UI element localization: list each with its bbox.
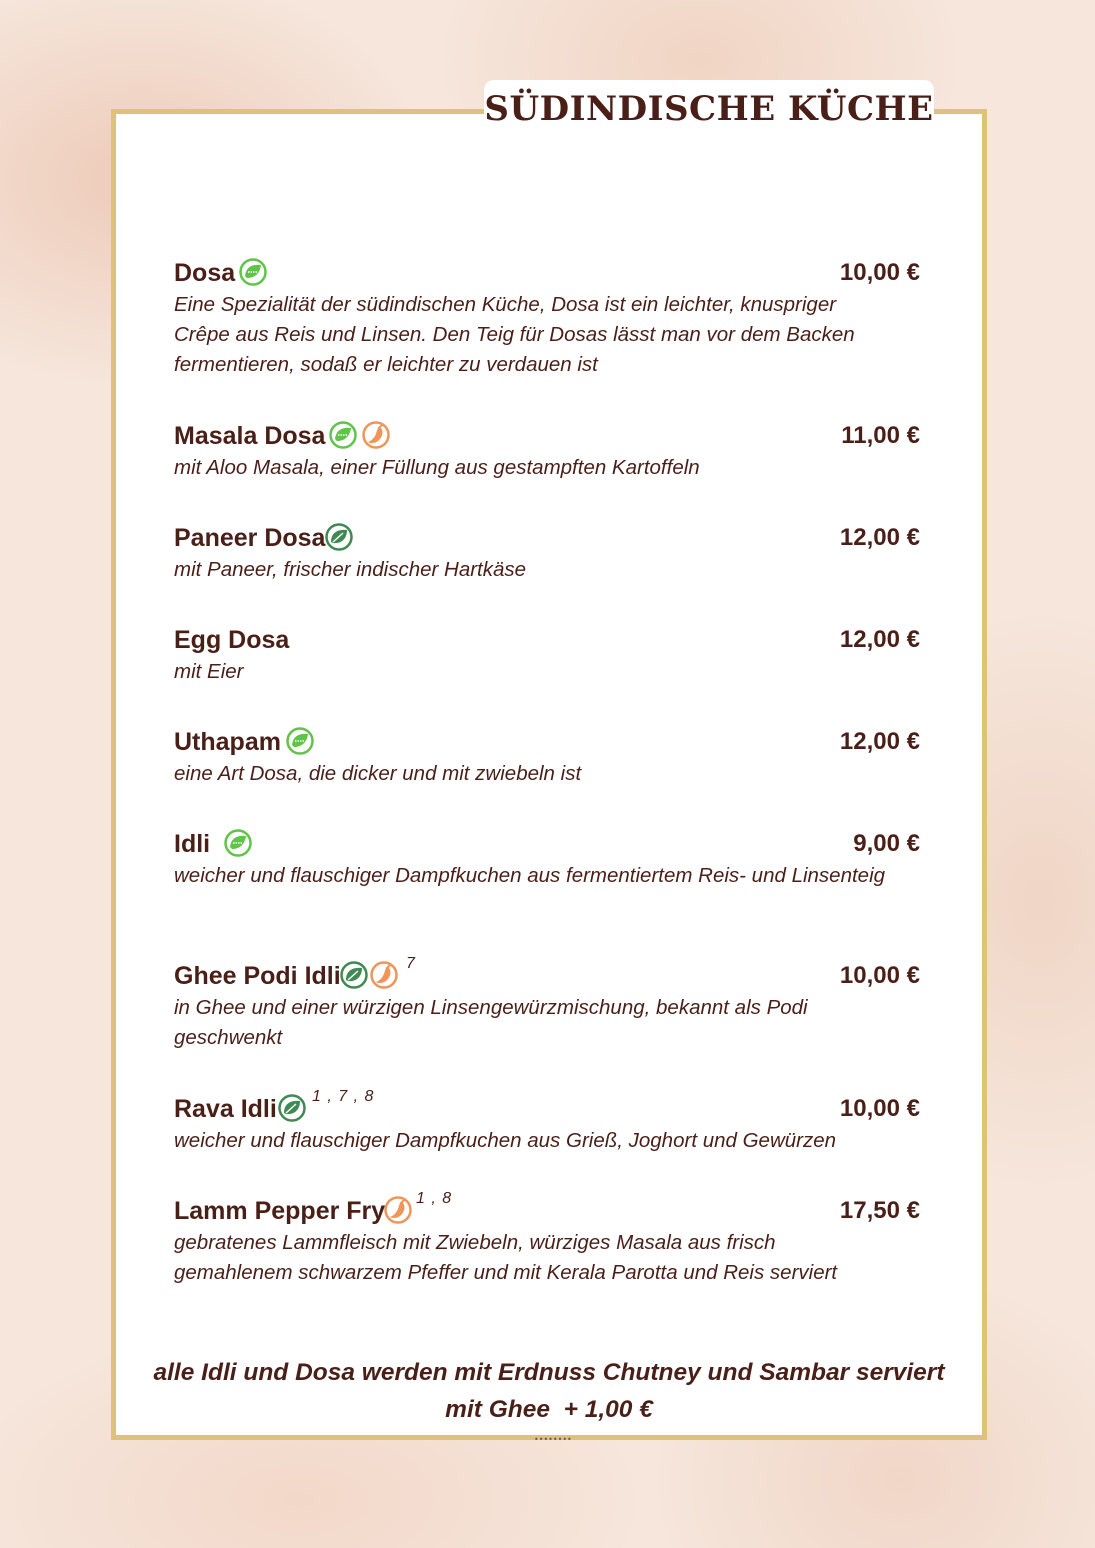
footer-line-2: mit Ghee + 1,00 € — [445, 1396, 653, 1423]
menu-item — [174, 1190, 920, 1288]
spicy-icon — [370, 961, 398, 989]
item-name: Egg Dosa — [174, 626, 290, 654]
item-name: Uthapam — [174, 728, 281, 756]
menu-item — [174, 727, 920, 789]
vegan-icon — [224, 829, 252, 857]
item-price: 10,00 € — [839, 1095, 920, 1122]
allergen-codes: 7 — [406, 955, 416, 972]
spicy-icon — [384, 1196, 412, 1224]
vegan-icon — [329, 421, 357, 449]
menu-item — [174, 258, 920, 380]
menu-item — [174, 421, 920, 483]
menu-item — [174, 523, 920, 585]
title-tab — [484, 80, 934, 138]
item-price: 11,00 € — [841, 422, 920, 449]
item-description: weicher und flauschiger Dampfkuchen aus Grieß, Joghort und Gewürzen — [174, 1129, 837, 1152]
item-name: Dosa — [174, 259, 236, 287]
item-description: eine Art Dosa, die dicker und mit zwiebeln ist — [174, 762, 582, 785]
item-price: 17,50 € — [839, 1197, 920, 1224]
item-name: Masala Dosa — [174, 422, 326, 450]
item-description: mit Aloo Masala, einer Füllung aus gestampften Kartoffeln — [174, 456, 700, 479]
page-title: SÜDINDISCHE KÜCHE — [484, 89, 934, 129]
vegetarian-icon — [325, 523, 353, 551]
menu-item — [174, 955, 920, 1053]
item-price: 12,00 € — [839, 626, 920, 653]
item-description: mit Eier — [174, 660, 244, 683]
menu-item — [174, 625, 920, 687]
item-name: Lamm Pepper Fry — [174, 1197, 386, 1225]
spicy-icon — [362, 421, 390, 449]
item-price: 12,00 € — [839, 728, 920, 755]
item-name: Ghee Podi Idli — [174, 962, 341, 990]
menu-item — [174, 1088, 920, 1156]
item-price: 12,00 € — [839, 524, 920, 551]
item-description: Eine Spezialität der südindischen Küche, Dosa ist ein leichter, knuspriger Crêpe aus Reis und Linsen. Den Teig für Dosas lässt man vor dem Backen fermentieren, sodaß er leichter zu verdauen ist — [174, 293, 855, 376]
vegetarian-icon — [340, 961, 368, 989]
item-description: gebratenes Lammfleisch mit Zwiebeln, würziges Masala aus frisch gemahlenem schwarzem Pfeffer und mit Kerala Parotta und Reis serviert — [174, 1231, 838, 1284]
vegetarian-icon — [278, 1094, 306, 1122]
item-price: 10,00 € — [839, 962, 920, 989]
item-description: mit Paneer, frischer indischer Hartkäse — [174, 558, 527, 581]
item-name: Idli — [174, 830, 211, 858]
item-name: Paneer Dosa — [174, 524, 326, 552]
footer-line-1: alle Idli und Dosa werden mit Erdnuss Chutney und Sambar serviert — [153, 1359, 945, 1386]
footer-note — [111, 1354, 987, 1428]
allergen-codes: 1 , 7 , 8 — [312, 1088, 375, 1105]
item-price: 10,00 € — [839, 259, 920, 286]
menu-item — [174, 829, 920, 891]
allergen-codes: 1 , 8 — [416, 1190, 453, 1207]
item-description: weicher und flauschiger Dampfkuchen aus fermentiertem Reis- und Linsenteig — [174, 864, 886, 887]
item-price: 9,00 € — [853, 830, 920, 857]
vegan-icon — [239, 258, 267, 286]
item-name: Rava Idli — [174, 1095, 277, 1123]
vegan-icon — [286, 727, 314, 755]
decorative-dots: •••••••• — [534, 1435, 572, 1444]
item-description: in Ghee und einer würzigen Linsengewürzmischung, bekannt als Podi geschwenkt — [174, 996, 808, 1049]
